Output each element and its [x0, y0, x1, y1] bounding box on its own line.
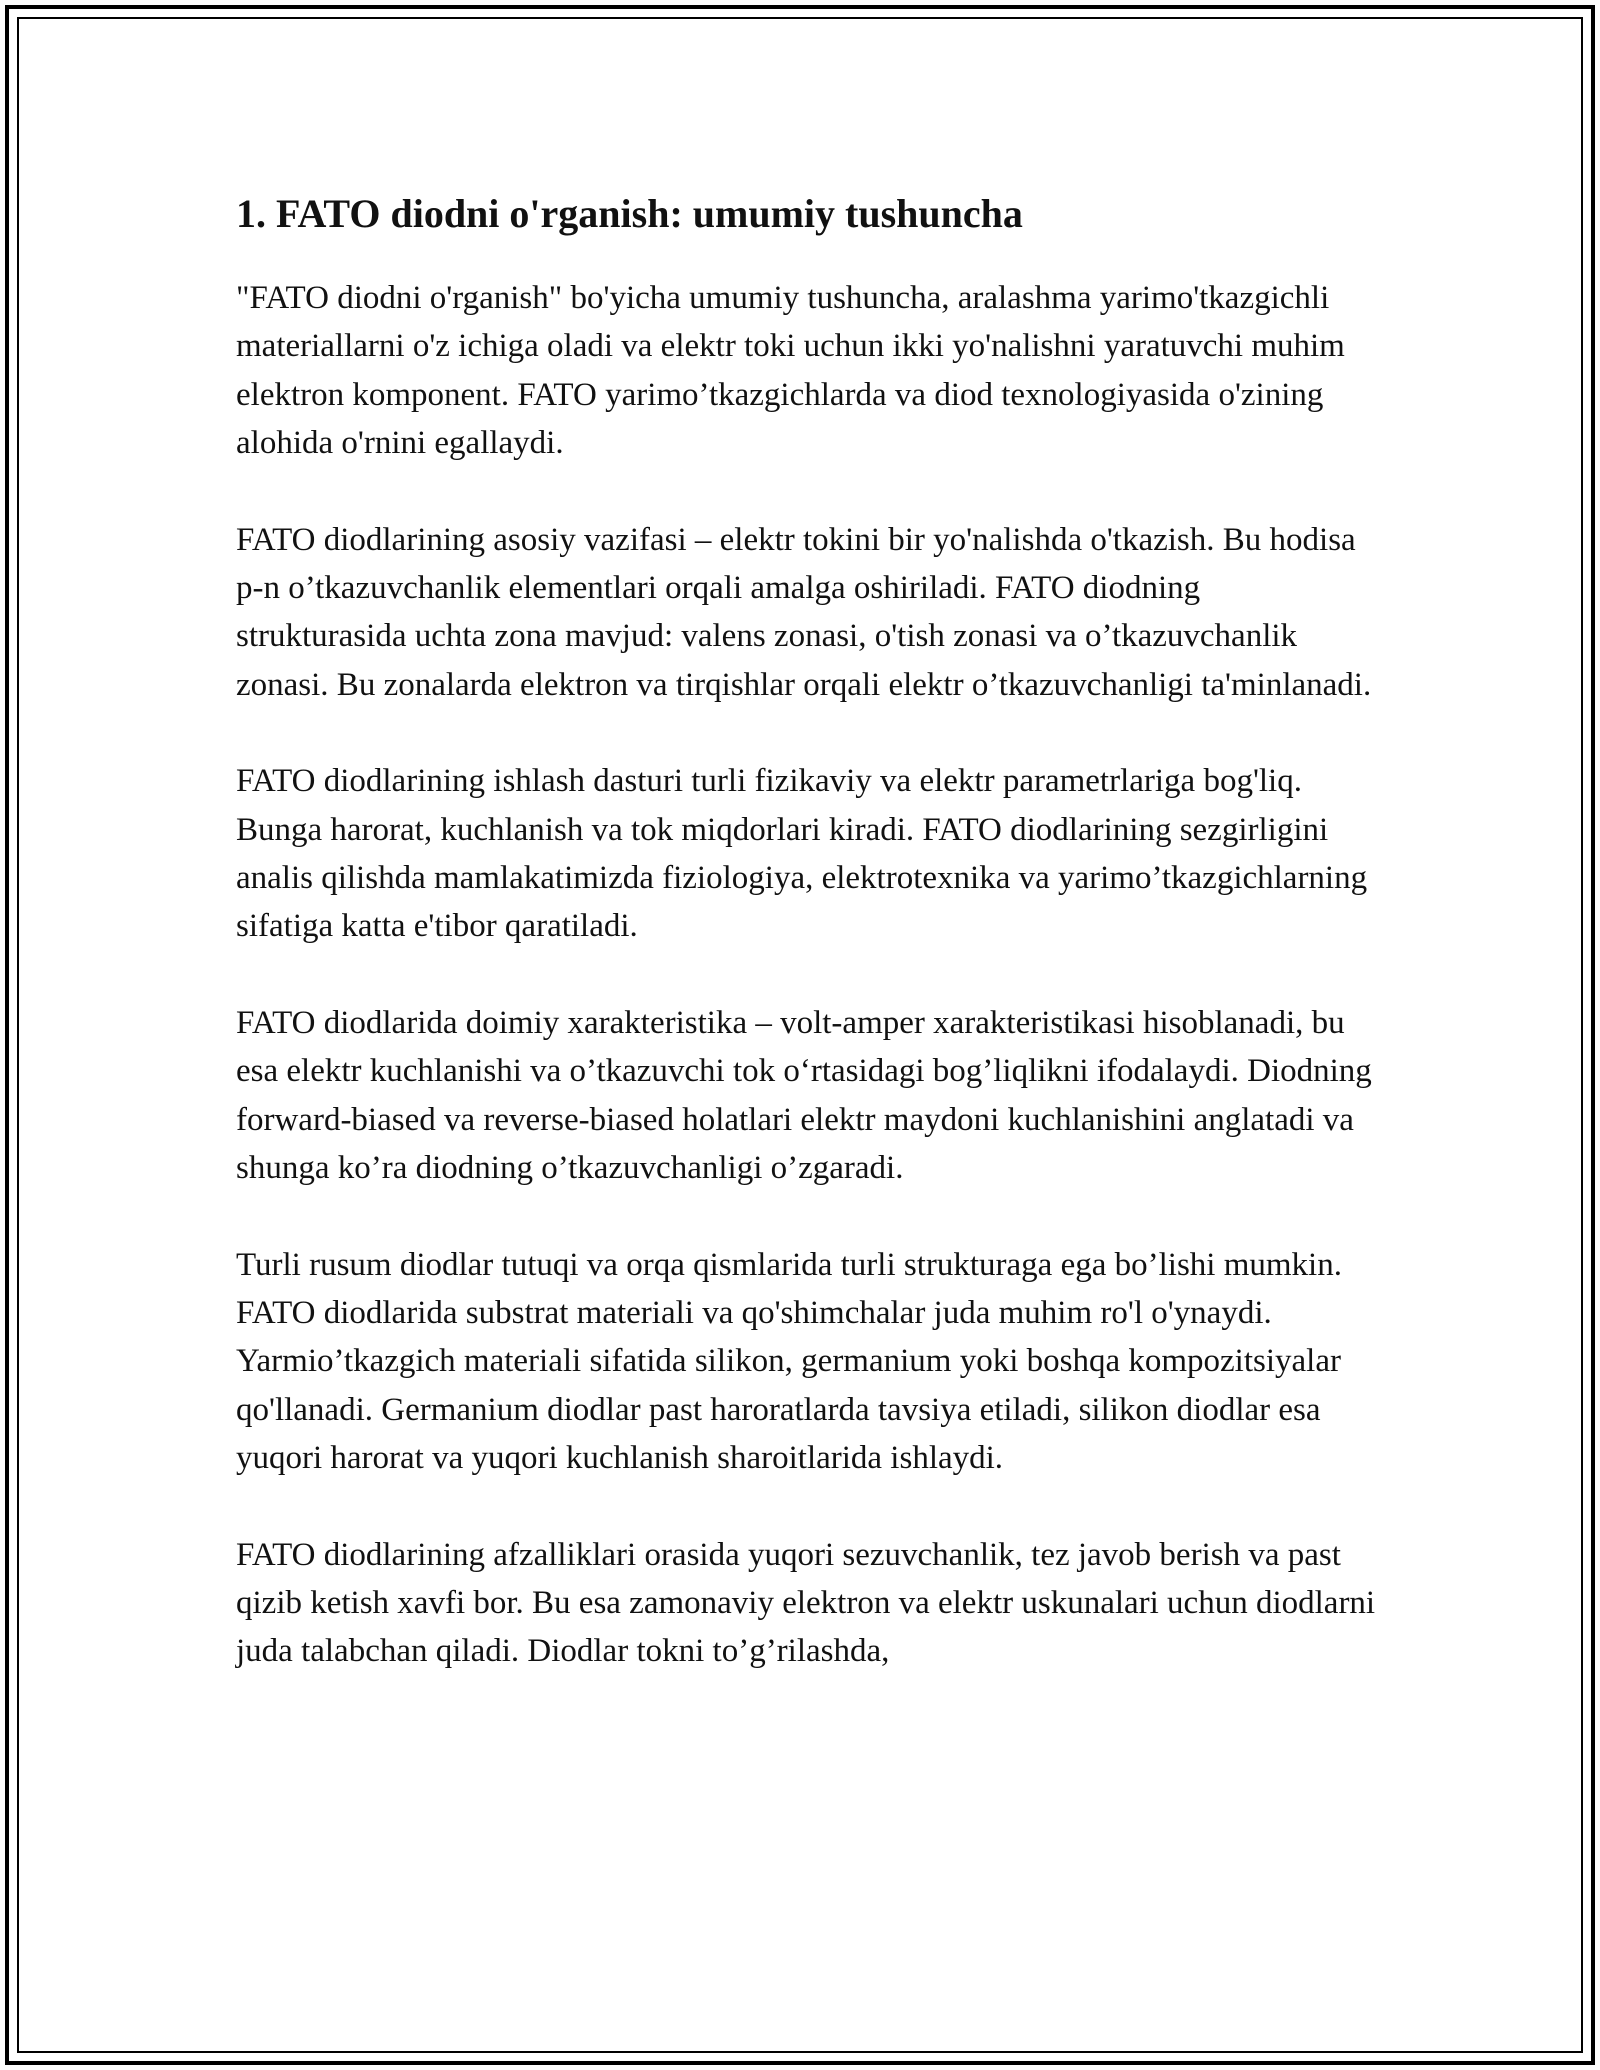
paragraph-materials: Turli rusum diodlar tutuqi va orqa qismlarida turli strukturaga ega bo’lishi mumkin. FATO diodlarida substrat materiali va qo'shimchalar juda muhim ro'l o'ynaydi. Yarmio’tkazgich materiali sifatida silikon, germanium yoki boshqa kompozitsiyalar qo'llanadi. Germanium diodlar past haroratlarda tavsiya etiladi, silikon diodlar esa yuqori harorat va yuqori kuchlanish sharoitlarida ishlaydi.	[236, 1246, 1342, 1477]
paragraph-characteristics: FATO diodlarida doimiy xarakteristika – volt-amper xarakteristikasi hisoblanadi, bu esa elektr kuchlanishi va o’tkazuvchi tok o‘rtasidagi bog’liqlikni ifodalaydi. Diodning forward-biased va reverse-biased holatlari elektr maydoni kuchlanishini anglatadi va shunga ko’ra diodning o’tkazuvchanligi o’zgaradi.	[236, 1004, 1372, 1187]
document-body	[236, 186, 1376, 1724]
section-heading: 1. FATO diodni o'rganish: umumiy tushuncha	[236, 191, 1023, 236]
paragraph-parameters: FATO diodlarining ishlash dasturi turli fizikaviy va elektr parametrlariga bog'liq. Bunga harorat, kuchlanish va tok miqdorlari kiradi. FATO diodlarining sezgirligini analis qilishda mamlakatimizda fiziologiya, elektrotexnika va yarimo’tkazgichlarning sifatiga katta e'tibor qaratiladi.	[236, 763, 1368, 945]
paragraph-advantages: FATO diodlarining afzalliklari orasida yuqori sezuvchanlik, tez javob berish va past qizib ketish xavfi bor. Bu esa zamonaviy elektron va elektr uskunalari uchun diodlarni juda talabchan qiladi. Diodlar tokni to’g’rilashda,	[236, 1536, 1376, 1670]
paragraph-intro: "FATO diodni o'rganish" bo'yicha umumiy tushuncha, aralashma yarimo'tkazgichli materiallarni o'z ichiga oladi va elektr toki uchun ikki yo'nalishni yaratuvchi muhim elektron komponent. FATO yarimo’tkazgichlarda va diod texnologiyasida o'zining alohida o'rnini egallaydi.	[236, 280, 1345, 462]
paragraph-function: FATO diodlarining asosiy vazifasi – elektr tokini bir yo'nalishda o'tkazish. Bu hodisa p-n o’tkazuvchanlik elementlari orqali amalga oshiriladi. FATO diodning strukturasida uchta zona mavjud: valens zonasi, o'tish zonasi va o’tkazuvchanlik zonasi. Bu zonalarda elektron va tirqishlar orqali elektr o’tkazuvchanligi ta'minlanadi.	[236, 521, 1372, 703]
